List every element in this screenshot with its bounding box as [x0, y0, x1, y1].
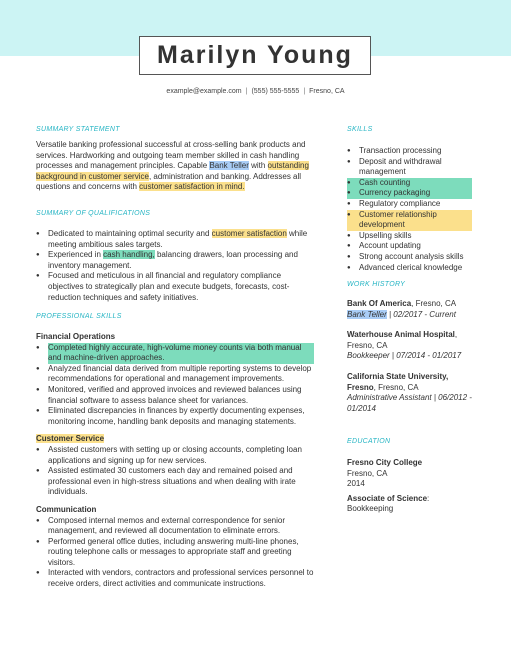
work-history: [347, 299, 477, 414]
job-place: , Fresno, CA: [411, 299, 457, 308]
name-box: [139, 36, 371, 75]
degree-line: [347, 494, 477, 505]
highlight-cash-handling: cash handling,: [103, 250, 155, 260]
job-dates: | 07/2014 - 01/2017: [389, 351, 462, 361]
skill-item: ● Transaction processing: [347, 146, 472, 157]
list-item: [36, 229, 314, 250]
job-employer: Bank Of America: [347, 299, 412, 308]
contact-location: Fresno, CA: [309, 88, 345, 95]
list-item: ● Focused and meticulous in all financial and regulatory compliance objectives to strategically plan and execute budgets, forecasts, cost-reduction techniques and safety initiatives.: [36, 271, 314, 303]
degree-colon: :: [427, 493, 430, 503]
job-employer: California State University, Fresno: [347, 371, 449, 392]
education-heading: EDUCATION: [347, 438, 391, 445]
job-place: , Fresno, CA: [373, 382, 419, 392]
summary-text-part: Versatile banking professional successful at cross-selling bank products and services. Hardworking and outgoing team member skilled in cash handling processes and management principles. Capable: [36, 140, 306, 171]
job-dates: | 02/2017 - Current: [386, 309, 456, 319]
list-item: ● Assisted estimated 30 customers each day and remained poised and professional even in high-stress situations and when dealing with irate individuals.: [36, 466, 314, 498]
job-title: Bank Teller: [347, 309, 387, 319]
job-entry: [347, 372, 477, 414]
list-item: ● Monitored, verified and approved invoices and reviewed balances using financial software to assess balance sheet for variances.: [36, 385, 314, 406]
skill-item: ● Upselling skills: [347, 231, 472, 242]
job-entry: [347, 330, 477, 362]
highlight-bank-teller: Bank Teller: [209, 161, 249, 171]
job-title: Bookkeeper: [347, 351, 390, 361]
skill-item: ● Strong account analysis skills: [347, 252, 472, 263]
item-text: balancing drawers, loan processing and inventory management.: [48, 250, 298, 270]
item-text: Experienced in: [48, 250, 104, 260]
skill-item: ● Currency packaging: [347, 188, 472, 199]
skills-list: [347, 146, 472, 273]
contact-line: [0, 88, 511, 95]
degree-field: Bookkeeping: [347, 504, 394, 514]
customer-service-title: Customer Service: [36, 434, 105, 444]
highlight-customer-service: outstanding background in customer service: [36, 161, 309, 181]
skill-item: ● Cash counting: [347, 178, 472, 189]
list-item: [36, 250, 314, 271]
financial-operations-title: Financial Operations: [36, 332, 116, 341]
work-heading: WORK HISTORY: [347, 281, 406, 288]
contact-email[interactable]: example@example.com: [166, 88, 242, 95]
skill-item: ● Customer relationship development: [347, 210, 472, 231]
highlight-customer-satisfaction: customer satisfaction: [211, 229, 287, 238]
communication-title: Communication: [36, 504, 97, 514]
highlight-customer-satisfaction: customer satisfaction in mind.: [139, 182, 245, 192]
item-text: while meeting ambitious sales targets.: [48, 229, 308, 249]
school-name: Fresno City College: [347, 458, 423, 467]
list-item: ● Performed general office duties, including answering multi-line phones, routing telephone calls or messages to appropriate staff and greeting visitors.: [36, 537, 314, 569]
skill-item: ● Deposit and withdrawal management: [347, 157, 472, 178]
professional-skills: [36, 332, 314, 590]
item-text: Dedicated to maintaining optimal security and: [48, 229, 212, 238]
job-place: , Fresno, CA: [347, 330, 458, 350]
contact-separator: |: [245, 88, 248, 95]
qualifications-heading: SUMMARY OF QUALIFICATIONS: [36, 210, 151, 217]
skill-item: ● Account updating: [347, 241, 472, 252]
candidate-name: Marilyn Young: [157, 41, 353, 69]
customer-service-title-wrap: [36, 434, 314, 445]
contact-separator: |: [303, 88, 306, 95]
contact-phone: (555) 555-5555: [251, 88, 300, 95]
summary-heading: SUMMARY STATEMENT: [36, 126, 120, 133]
skill-item: ● Regulatory compliance: [347, 199, 472, 210]
school-place: Fresno, CA: [347, 468, 388, 478]
job-title: Administrative Assistant: [347, 393, 432, 403]
qualifications-list: [36, 229, 314, 303]
graduation-year: 2014: [347, 479, 365, 489]
skill-item: ● Advanced clerical knowledge: [347, 263, 472, 274]
list-item: ● Composed internal memos and external correspondence for senior management, and reviewed all documentation to eliminate errors.: [36, 516, 314, 537]
list-item: ● Assisted customers with setting up or closing accounts, completing loan applications and signing up for new services.: [36, 445, 314, 466]
job-dates: | 06/2012 - 01/2014: [347, 393, 472, 413]
summary-text: [36, 140, 314, 193]
list-item: [36, 343, 314, 364]
list-item: ● Eliminated discrepancies in finances by expertly documenting expenses, monitoring income, handling bank deposits and managing statements.: [36, 406, 314, 427]
professional-heading: PROFESSIONAL SKILLS: [36, 313, 122, 320]
list-item: ● Analyzed financial data derived from multiple reporting systems to develop recommendations for operational and management improvements.: [36, 364, 314, 385]
job-entry: [347, 299, 477, 320]
degree-name: Associate of Science: [347, 493, 428, 503]
summary-text-part: with: [248, 161, 268, 171]
summary-text-part: , administration and banking. Addresses all questions and concerns with: [36, 171, 302, 192]
skills-heading: SKILLS: [347, 126, 373, 133]
job-employer: Waterhouse Animal Hospital: [347, 330, 455, 340]
highlight-money-counts: ● Completed highly accurate, high-volume money counts via both manual and machine-driven approaches.: [48, 343, 314, 364]
list-item: ● Interacted with vendors, contractors and professional services personnel to receive orders, direct activities and communicate instructions.: [36, 568, 314, 589]
education-section: [347, 458, 477, 515]
